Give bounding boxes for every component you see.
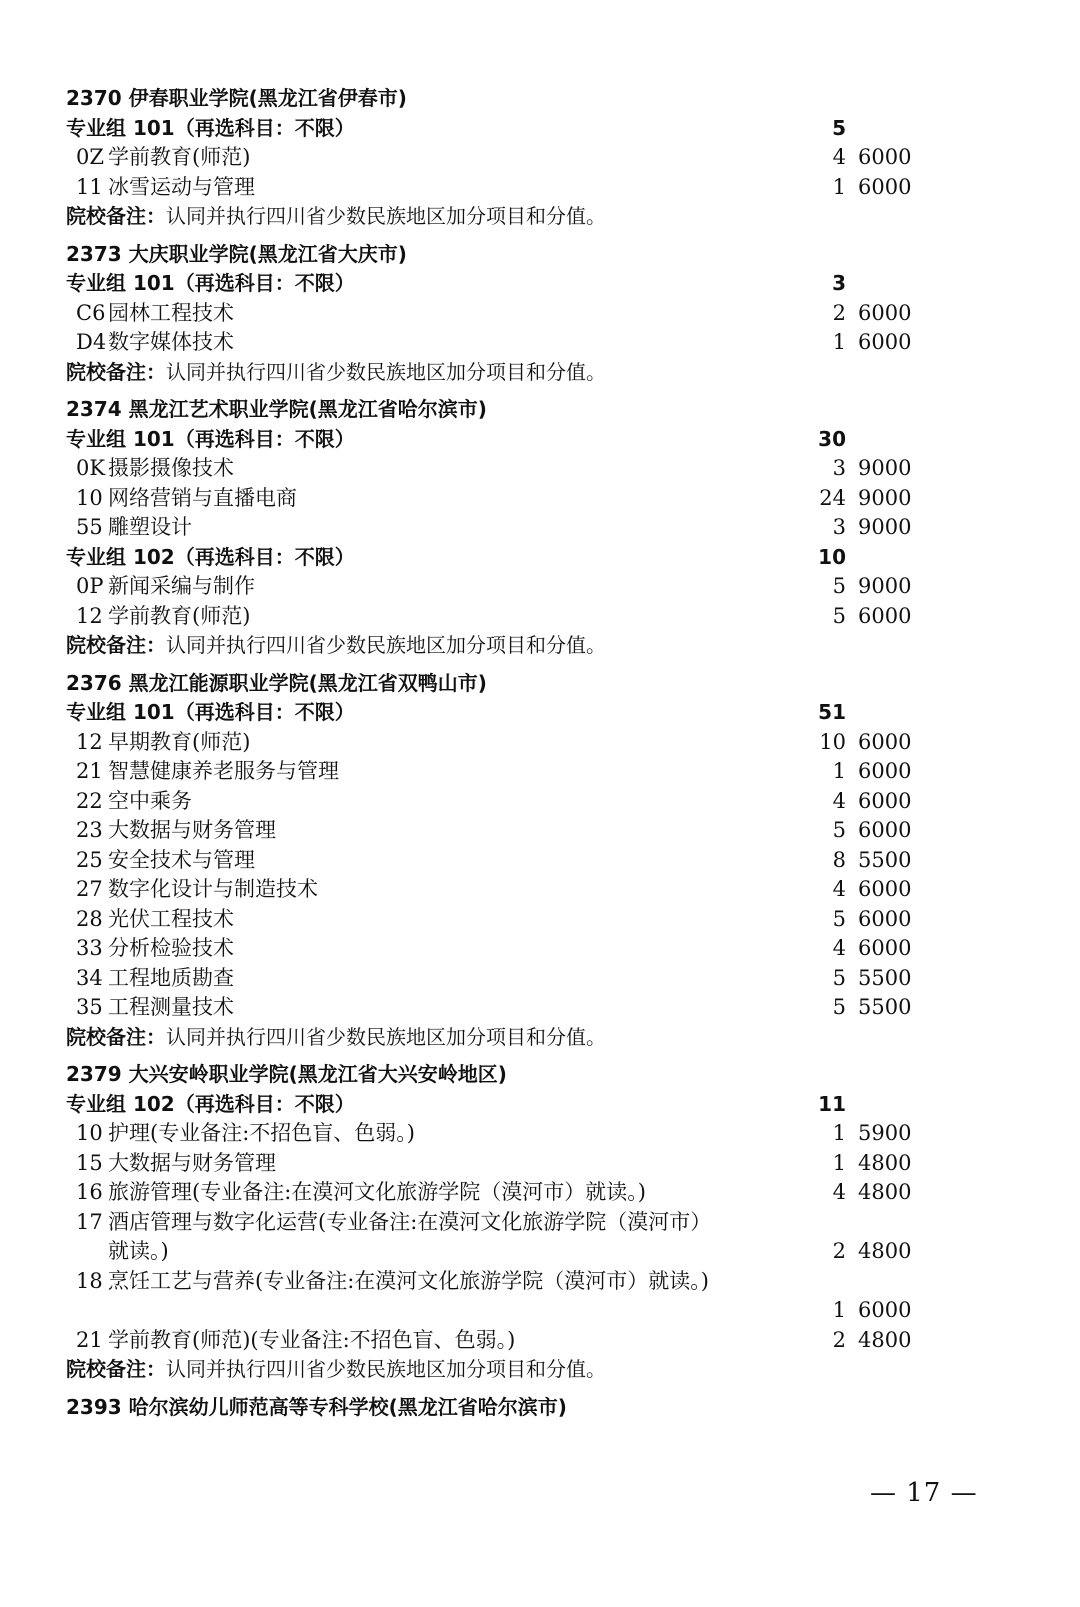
note-text: 认同并执行四川省少数民族地区加分项目和分值。: [166, 204, 606, 228]
major-tuition: 6000: [858, 906, 912, 931]
major-tuition: 6000: [858, 330, 912, 354]
school-block: [66, 1393, 946, 1423]
major-plan-count: 1: [832, 1298, 846, 1322]
page-number: — 17 —: [870, 1478, 978, 1508]
major-row: [66, 934, 946, 964]
major-tuition: 6000: [858, 759, 912, 783]
major-name: 空中乘务: [108, 788, 192, 813]
major-tuition: 9000: [858, 574, 912, 598]
major-code: 10: [76, 485, 103, 510]
major-code: C6: [76, 300, 106, 325]
major-tuition: 4800: [858, 1239, 912, 1263]
major-name: 数字化设计与制造技术: [108, 877, 318, 901]
group-total: 11: [818, 1091, 846, 1116]
major-plan-count: 2: [832, 1239, 846, 1263]
major-row: [66, 143, 946, 173]
major-plan-count: 24: [819, 485, 846, 510]
major-plan-count: 4: [832, 936, 846, 960]
group-header: [66, 269, 946, 299]
major-code: 35: [76, 995, 103, 1019]
major-plan-count: 3: [832, 456, 846, 480]
note-label: 院校备注：: [66, 1024, 166, 1049]
major-tuition: 9000: [858, 456, 912, 480]
group-label: 专业组 101（再选科目：不限）: [66, 115, 355, 140]
major-plan-count: 8: [832, 847, 846, 872]
note-label: 院校备注：: [66, 1357, 166, 1381]
major-code: 18: [76, 1268, 103, 1293]
major-code: D4: [76, 330, 107, 354]
major-row: [66, 299, 946, 329]
school-note: [66, 1355, 946, 1385]
major-name: 工程测量技术: [108, 995, 234, 1019]
major-name: 烹饪工艺与营养(专业备注:在漠河文化旅游学院（漠河市）就读。): [108, 1268, 709, 1293]
major-name: 旅游管理(专业备注:在漠河文化旅游学院（漠河市）就读。): [108, 1180, 646, 1204]
major-plan-count: 1: [832, 174, 846, 199]
major-tuition: 9000: [858, 515, 912, 539]
major-name: 学前教育(师范): [108, 603, 251, 628]
major-plan-count: 2: [832, 300, 846, 325]
major-row: [66, 173, 946, 203]
major-plan-count: 4: [832, 788, 846, 813]
school-title: 2373 大庆职业学院(黑龙江省大庆市): [66, 241, 407, 266]
document-body: [66, 84, 946, 1422]
group-label: 专业组 101（再选科目：不限）: [66, 271, 355, 295]
school-block: [66, 84, 946, 232]
major-row: [66, 905, 946, 935]
major-code: 27: [76, 877, 103, 901]
major-name: 新闻采编与制作: [108, 574, 255, 598]
major-row: [66, 816, 946, 846]
major-name: 护理(专业备注:不招色盲、色弱。): [108, 1121, 415, 1145]
group-header: [66, 425, 946, 455]
school-note: [66, 358, 946, 388]
major-tuition: 4800: [858, 1180, 912, 1204]
major-row: [66, 1149, 946, 1179]
major-name: 安全技术与管理: [108, 847, 255, 872]
major-tuition: 5500: [858, 847, 912, 872]
major-plan-count: 4: [832, 1180, 846, 1204]
major-tuition: 4800: [858, 1150, 912, 1175]
major-row: [66, 1326, 946, 1356]
school-note: [66, 631, 946, 661]
major-row: [66, 328, 946, 358]
major-plan-count: 2: [832, 1327, 846, 1352]
major-tuition: 6000: [858, 936, 912, 960]
major-code: 10: [76, 1121, 103, 1145]
group-total: 30: [818, 426, 846, 451]
major-name: 雕塑设计: [108, 515, 192, 539]
school-title: 2379 大兴安岭职业学院(黑龙江省大兴安岭地区): [66, 1062, 507, 1086]
major-code: 33: [76, 936, 103, 960]
major-tuition: 6000: [858, 729, 912, 754]
school-block: [66, 395, 946, 661]
major-code: 12: [76, 729, 103, 754]
major-name: 摄影摄像技术: [108, 456, 234, 480]
major-code: 28: [76, 906, 103, 931]
major-tuition: 6000: [858, 877, 912, 901]
major-row: [66, 1119, 946, 1149]
note-label: 院校备注：: [66, 633, 166, 657]
major-row: [66, 454, 946, 484]
note-text: 认同并执行四川省少数民族地区加分项目和分值。: [166, 633, 606, 657]
major-plan-count: 10: [819, 729, 846, 754]
school-title: 2370 伊春职业学院(黑龙江省伊春市): [66, 86, 407, 110]
major-name: 数字媒体技术: [108, 330, 234, 354]
major-tuition: 4800: [858, 1327, 912, 1352]
major-name: 早期教育(师范): [108, 729, 251, 754]
group-header: [66, 698, 946, 728]
note-label: 院校备注：: [66, 204, 166, 228]
major-code: 55: [76, 515, 103, 539]
group-label: 专业组 101（再选科目：不限）: [66, 700, 355, 724]
note-text: 认同并执行四川省少数民族地区加分项目和分值。: [166, 1024, 606, 1049]
major-code: 0K: [76, 456, 106, 480]
major-row: [66, 757, 946, 787]
school-block: [66, 669, 946, 1053]
major-name: 网络营销与直播电商: [108, 485, 297, 510]
major-plan-count: 4: [832, 877, 846, 901]
major-row: [66, 484, 946, 514]
major-row: [66, 846, 946, 876]
major-name: 智慧健康养老服务与管理: [108, 759, 339, 783]
major-code: 0Z: [76, 145, 104, 169]
major-plan-count: 5: [832, 603, 846, 628]
major-code: 0P: [76, 574, 104, 598]
group-label: 专业组 101（再选科目：不限）: [66, 426, 355, 451]
major-plan-count: 5: [832, 574, 846, 598]
major-code: 22: [76, 788, 103, 813]
school-title: 2374 黑龙江艺术职业学院(黑龙江省哈尔滨市): [66, 397, 487, 421]
major-row: [66, 964, 946, 994]
major-name: 学前教育(师范): [108, 145, 251, 169]
note-text: 认同并执行四川省少数民族地区加分项目和分值。: [166, 359, 606, 384]
major-row: [66, 1178, 946, 1208]
school-note: [66, 202, 946, 232]
major-code: 25: [76, 847, 103, 872]
major-name: 学前教育(师范)(专业备注:不招色盲、色弱。): [108, 1327, 516, 1352]
major-row: [66, 572, 946, 602]
major-plan-count: 1: [832, 1150, 846, 1175]
group-header: [66, 543, 946, 573]
group-label: 专业组 102（再选科目：不限）: [66, 544, 355, 569]
major-name: 分析检验技术: [108, 936, 234, 960]
major-tuition: 6000: [858, 788, 912, 813]
major-plan-count: 1: [832, 759, 846, 783]
group-label: 专业组 102（再选科目：不限）: [66, 1091, 355, 1116]
major-tuition: 6000: [858, 145, 912, 169]
major-plan-count: 5: [832, 818, 846, 842]
major-plan-count: 5: [832, 965, 846, 990]
major-tuition: 6000: [858, 603, 912, 628]
major-plan-count: 3: [832, 515, 846, 539]
major-tuition: 6000: [858, 1298, 912, 1322]
major-row: [66, 513, 946, 543]
major-plan-count: 5: [832, 995, 846, 1019]
major-tuition: 6000: [858, 818, 912, 842]
major-row: [66, 993, 946, 1023]
major-plan-count: 1: [832, 1121, 846, 1145]
major-tuition: 5500: [858, 995, 912, 1019]
major-code: 21: [76, 759, 103, 783]
major-name: 大数据与财务管理: [108, 818, 276, 842]
major-tuition: 9000: [858, 485, 912, 510]
major-row: [66, 1208, 946, 1267]
major-tuition: 6000: [858, 174, 912, 199]
school-title: 2393 哈尔滨幼儿师范高等专科学校(黑龙江省哈尔滨市): [66, 1394, 567, 1419]
major-name: 冰雪运动与管理: [108, 174, 255, 199]
major-row: [66, 602, 946, 632]
major-row: [66, 787, 946, 817]
major-code: 17: [76, 1209, 103, 1234]
group-total: 10: [818, 544, 846, 569]
group-header: [66, 114, 946, 144]
group-total: 5: [832, 115, 846, 140]
major-code: 16: [76, 1180, 103, 1204]
group-total: 3: [832, 271, 846, 295]
major-code: 34: [76, 965, 103, 990]
major-name: 光伏工程技术: [108, 906, 234, 931]
major-name: 工程地质勘查: [108, 965, 234, 990]
school-block: [66, 240, 946, 388]
major-name: 酒店管理与数字化运营(专业备注:在漠河文化旅游学院（漠河市）就读。): [108, 1209, 712, 1263]
major-code: 15: [76, 1150, 103, 1175]
major-plan-count: 5: [832, 906, 846, 931]
school-note: [66, 1023, 946, 1053]
major-row: [66, 875, 946, 905]
major-plan-count: 1: [832, 330, 846, 354]
school-block: [66, 1060, 946, 1385]
major-row: [66, 728, 946, 758]
major-plan-count: 4: [832, 145, 846, 169]
group-header: [66, 1090, 946, 1120]
group-total: 51: [818, 700, 846, 724]
major-code: 21: [76, 1327, 103, 1352]
school-title: 2376 黑龙江能源职业学院(黑龙江省双鸭山市): [66, 670, 487, 695]
major-tuition: 6000: [858, 300, 912, 325]
major-tuition: 5900: [858, 1121, 912, 1145]
major-name: 大数据与财务管理: [108, 1150, 276, 1175]
major-code: 11: [76, 174, 103, 199]
note-label: 院校备注：: [66, 359, 166, 384]
note-text: 认同并执行四川省少数民族地区加分项目和分值。: [166, 1357, 606, 1381]
major-tuition: 5500: [858, 965, 912, 990]
major-code: 12: [76, 603, 103, 628]
major-row: [66, 1267, 946, 1326]
major-name: 园林工程技术: [108, 300, 234, 325]
major-code: 23: [76, 818, 103, 842]
